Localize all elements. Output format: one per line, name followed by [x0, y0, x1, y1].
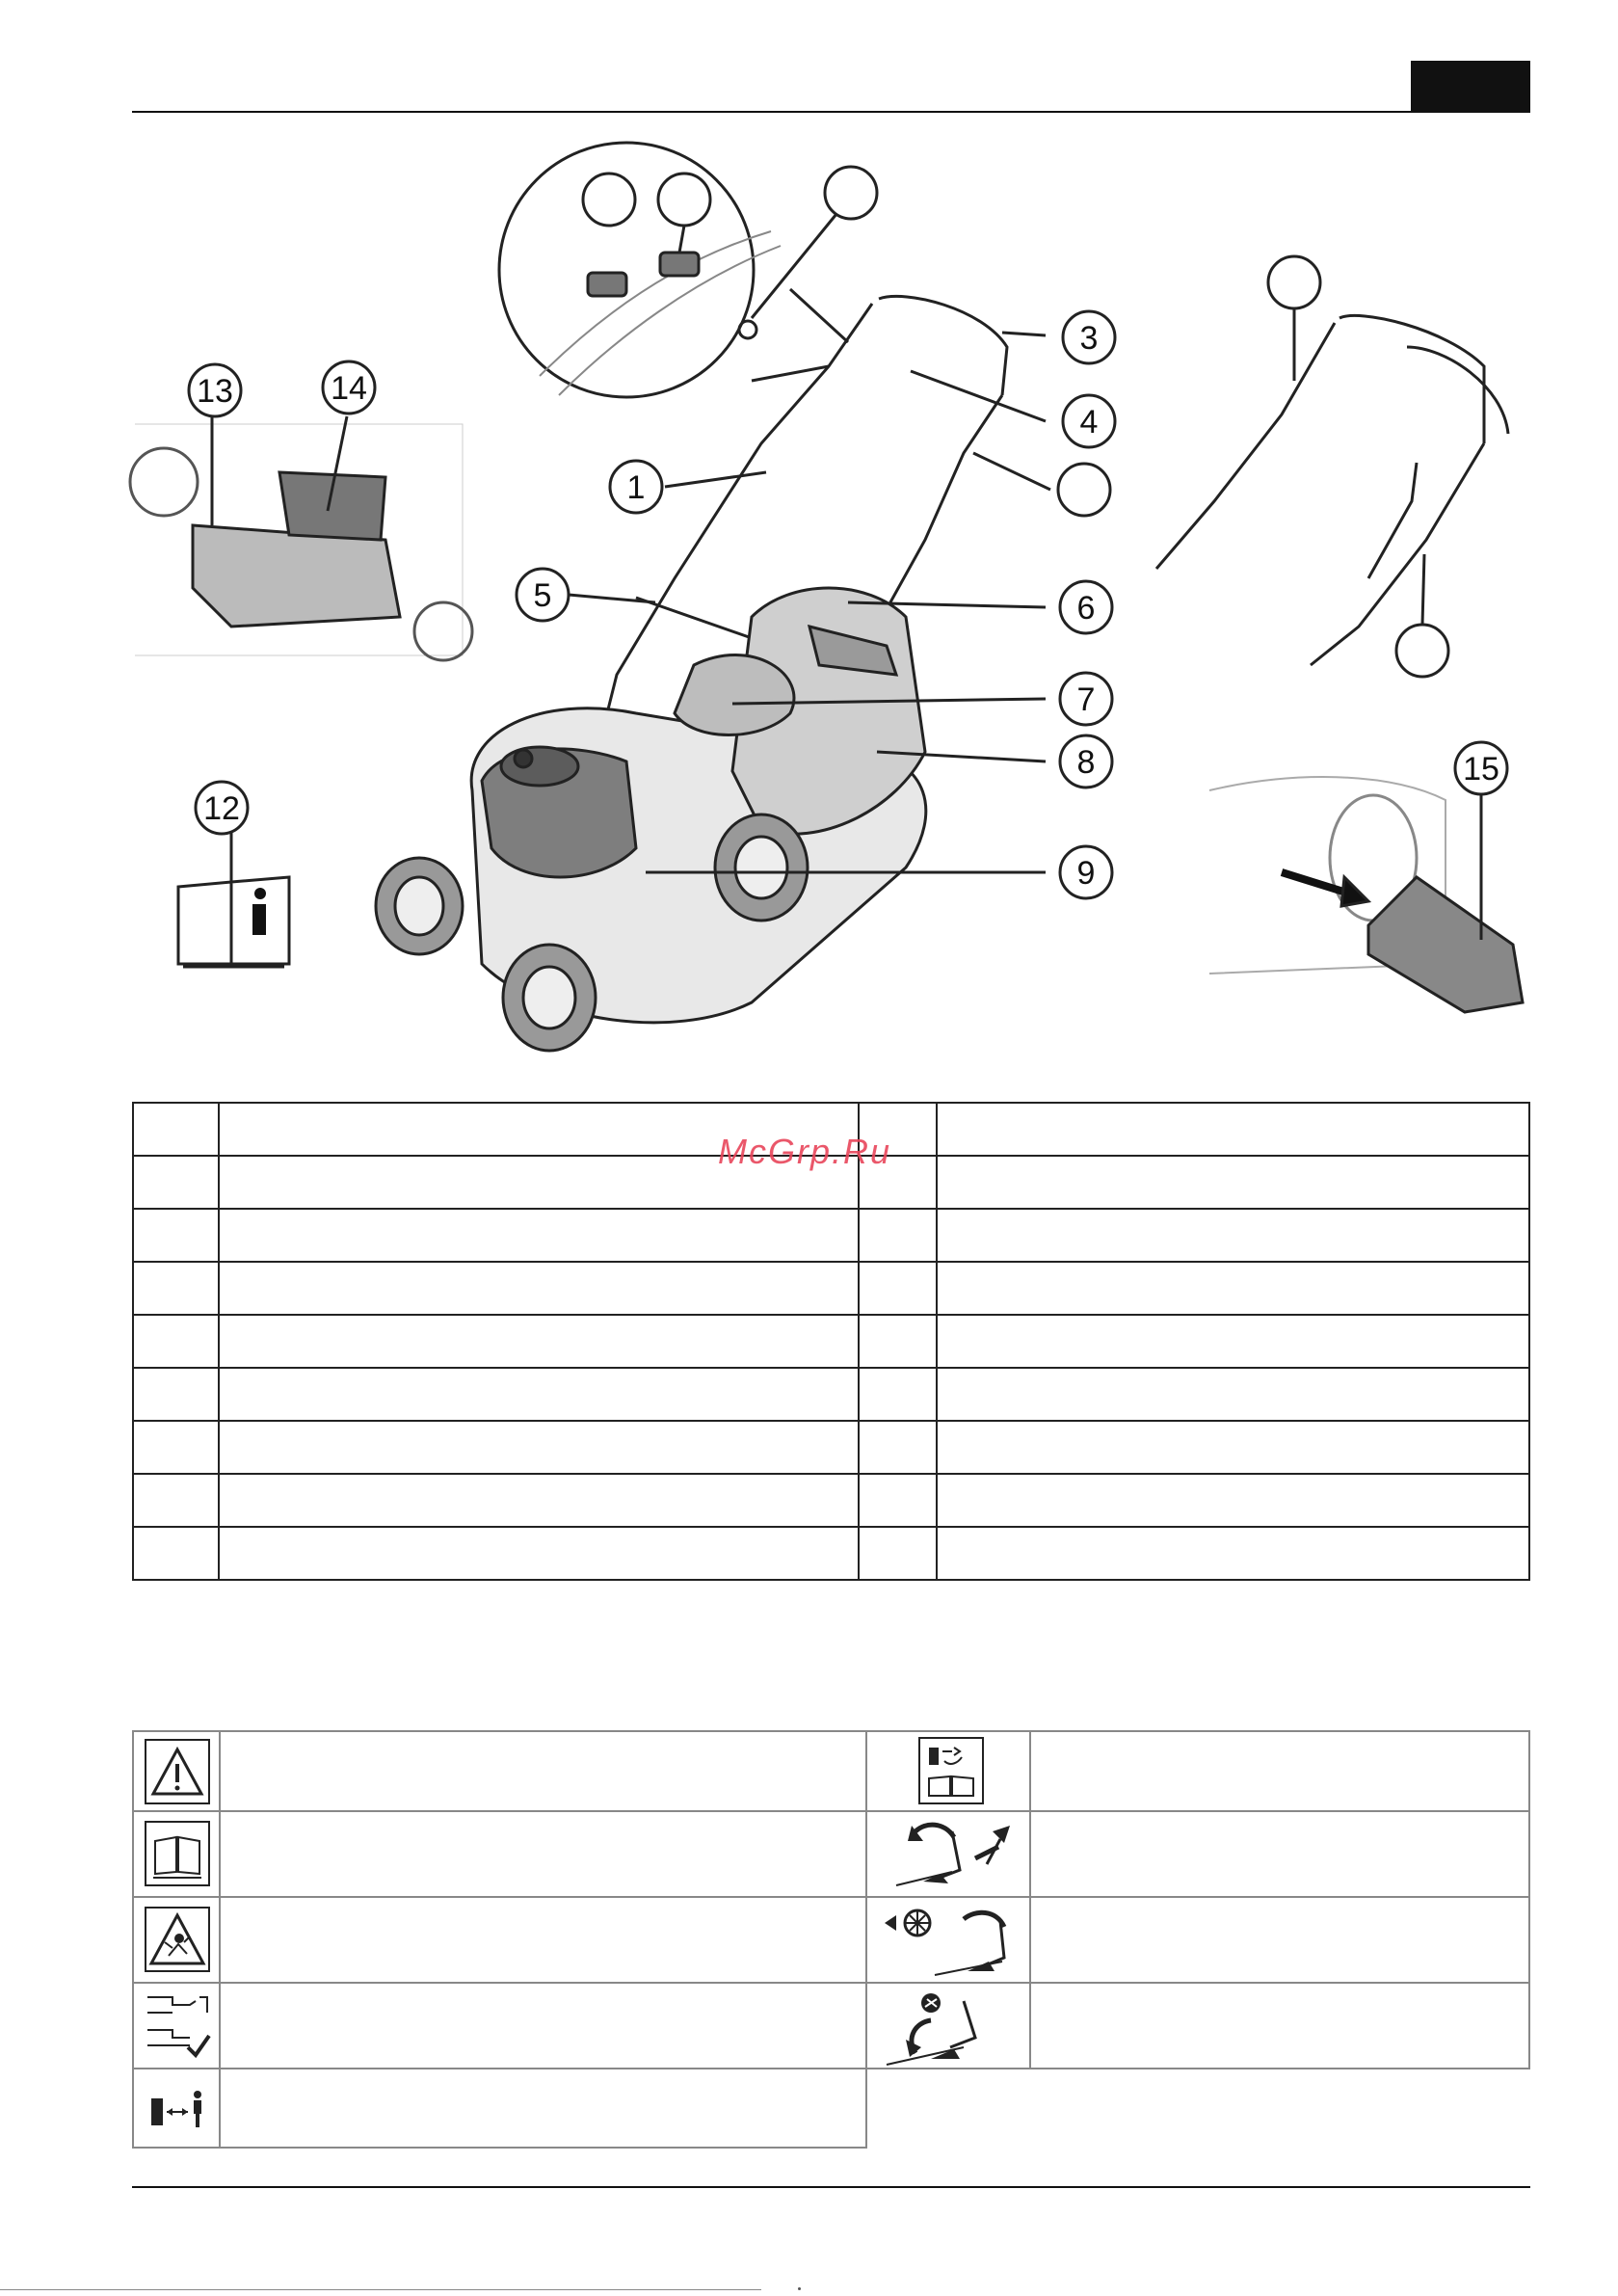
parts-cell-left-desc — [219, 1421, 859, 1474]
symbol-icon-cell — [134, 1984, 221, 2068]
svg-text:3: 3 — [1079, 320, 1099, 357]
rear-right-wheel — [715, 814, 808, 921]
callout-3 — [1063, 311, 1115, 363]
keep-distance-icon — [134, 2069, 221, 2147]
callout-5 — [517, 569, 569, 621]
parts-cell-left-desc — [219, 1474, 859, 1527]
parts-cell-right-num — [859, 1527, 937, 1580]
mulching-plug — [1368, 877, 1523, 1012]
engage-drive-icon — [867, 1812, 1031, 1896]
callout-4 — [1063, 395, 1115, 447]
parts-cell-right-desc — [937, 1103, 1529, 1156]
svg-text:7: 7 — [1076, 681, 1096, 718]
manual-book-illustration — [178, 832, 289, 967]
bottom-rule — [0, 2289, 761, 2290]
callout-7 — [1060, 673, 1112, 725]
parts-cell-left-num — [133, 1209, 219, 1262]
parts-table-row — [133, 1527, 1529, 1580]
parts-cell-left-desc — [219, 1209, 859, 1262]
parts-cell-left-desc — [219, 1315, 859, 1368]
parts-cell-right-desc — [937, 1156, 1529, 1209]
mower-illustration — [0, 0, 1618, 1080]
svg-text:14: 14 — [331, 370, 367, 407]
symbol-icon-cell — [134, 1898, 221, 1982]
callout-15 — [1455, 742, 1507, 794]
symbol-row — [865, 1810, 1530, 1898]
warning-triangle-icon — [134, 1732, 221, 1810]
symbol-icon-cell — [867, 1984, 1031, 2068]
bottom-dot — [798, 2287, 801, 2290]
parts-table-row — [133, 1474, 1529, 1527]
parts-cell-right-desc — [937, 1262, 1529, 1315]
symbol-icon-cell — [134, 2069, 221, 2147]
thrown-objects-warning-icon — [134, 1898, 221, 1982]
symbol-icon-cell — [134, 1812, 221, 1896]
svg-text:8: 8 — [1076, 744, 1096, 781]
parts-cell-left-num — [133, 1421, 219, 1474]
watermark: McGrp.Ru — [718, 1132, 892, 1171]
symbol-row — [865, 1730, 1530, 1812]
front-left-wheel — [376, 858, 463, 954]
svg-text:5: 5 — [533, 577, 552, 614]
symbol-row — [132, 1730, 867, 1812]
symbol-row — [865, 1896, 1530, 1984]
parts-cell-right-desc — [937, 1527, 1529, 1580]
svg-text:1: 1 — [626, 469, 646, 506]
parts-cell-left-num — [133, 1156, 219, 1209]
parts-table-row — [133, 1209, 1529, 1262]
callout-12 — [196, 782, 248, 834]
parts-cell-right-desc — [937, 1209, 1529, 1262]
symbol-row — [132, 2068, 867, 2149]
parts-cell-left-desc — [219, 1368, 859, 1421]
parts-cell-right-num — [859, 1421, 937, 1474]
svg-text:12: 12 — [203, 790, 240, 827]
svg-text:4: 4 — [1079, 404, 1099, 441]
symbol-row — [865, 1982, 1530, 2069]
callout-1 — [610, 461, 662, 513]
symbol-icon-cell — [134, 1732, 221, 1810]
symbol-row — [132, 1982, 867, 2069]
symbol-icon-cell — [867, 1812, 1031, 1896]
parts-cell-left-num — [133, 1527, 219, 1580]
parts-cell-left-num — [133, 1474, 219, 1527]
parts-cell-right-desc — [937, 1421, 1529, 1474]
callout-9 — [1060, 846, 1112, 898]
callout-14 — [323, 361, 375, 414]
parts-cell-left-num — [133, 1315, 219, 1368]
parts-table-row — [133, 1421, 1529, 1474]
svg-text:9: 9 — [1076, 855, 1096, 892]
callout-6 — [1060, 581, 1112, 633]
symbols-table — [132, 1730, 1530, 2149]
parts-cell-right-num — [859, 1474, 937, 1527]
svg-text:13: 13 — [197, 373, 233, 410]
symbol-row — [132, 1896, 867, 1984]
parts-cell-left-desc — [219, 1527, 859, 1580]
parts-table-row — [133, 1262, 1529, 1315]
parts-cell-right-desc — [937, 1474, 1529, 1527]
symbol-icon-cell — [867, 1898, 1031, 1982]
parts-cell-right-desc — [937, 1315, 1529, 1368]
parts-cell-left-num — [133, 1368, 219, 1421]
parts-cell-left-num — [133, 1262, 219, 1315]
symbol-row — [132, 1810, 867, 1898]
callout-13 — [189, 364, 241, 416]
parts-table-row — [133, 1368, 1529, 1421]
svg-text:15: 15 — [1463, 751, 1499, 788]
front-right-wheel — [503, 945, 596, 1051]
parts-cell-right-num — [859, 1262, 937, 1315]
stop-engine-icon — [867, 1984, 1031, 2068]
parts-cell-right-num — [859, 1315, 937, 1368]
parts-cell-left-desc — [219, 1262, 859, 1315]
parts-cell-left-num — [133, 1103, 219, 1156]
manual-book-icon — [134, 1812, 221, 1896]
callout-8 — [1060, 735, 1112, 788]
symbol-icon-cell — [867, 1732, 1031, 1810]
blade-brake-icon — [867, 1898, 1031, 1982]
read-instructions-icon — [867, 1732, 1031, 1810]
parts-cell-right-desc — [937, 1368, 1529, 1421]
footer-rule — [132, 2186, 1530, 2188]
parts-cell-right-num — [859, 1368, 937, 1421]
svg-text:6: 6 — [1076, 590, 1096, 627]
parts-table — [132, 1102, 1530, 1581]
parts-table-row — [133, 1315, 1529, 1368]
parts-cell-right-num — [859, 1209, 937, 1262]
remove-key-icon — [134, 1984, 221, 2068]
